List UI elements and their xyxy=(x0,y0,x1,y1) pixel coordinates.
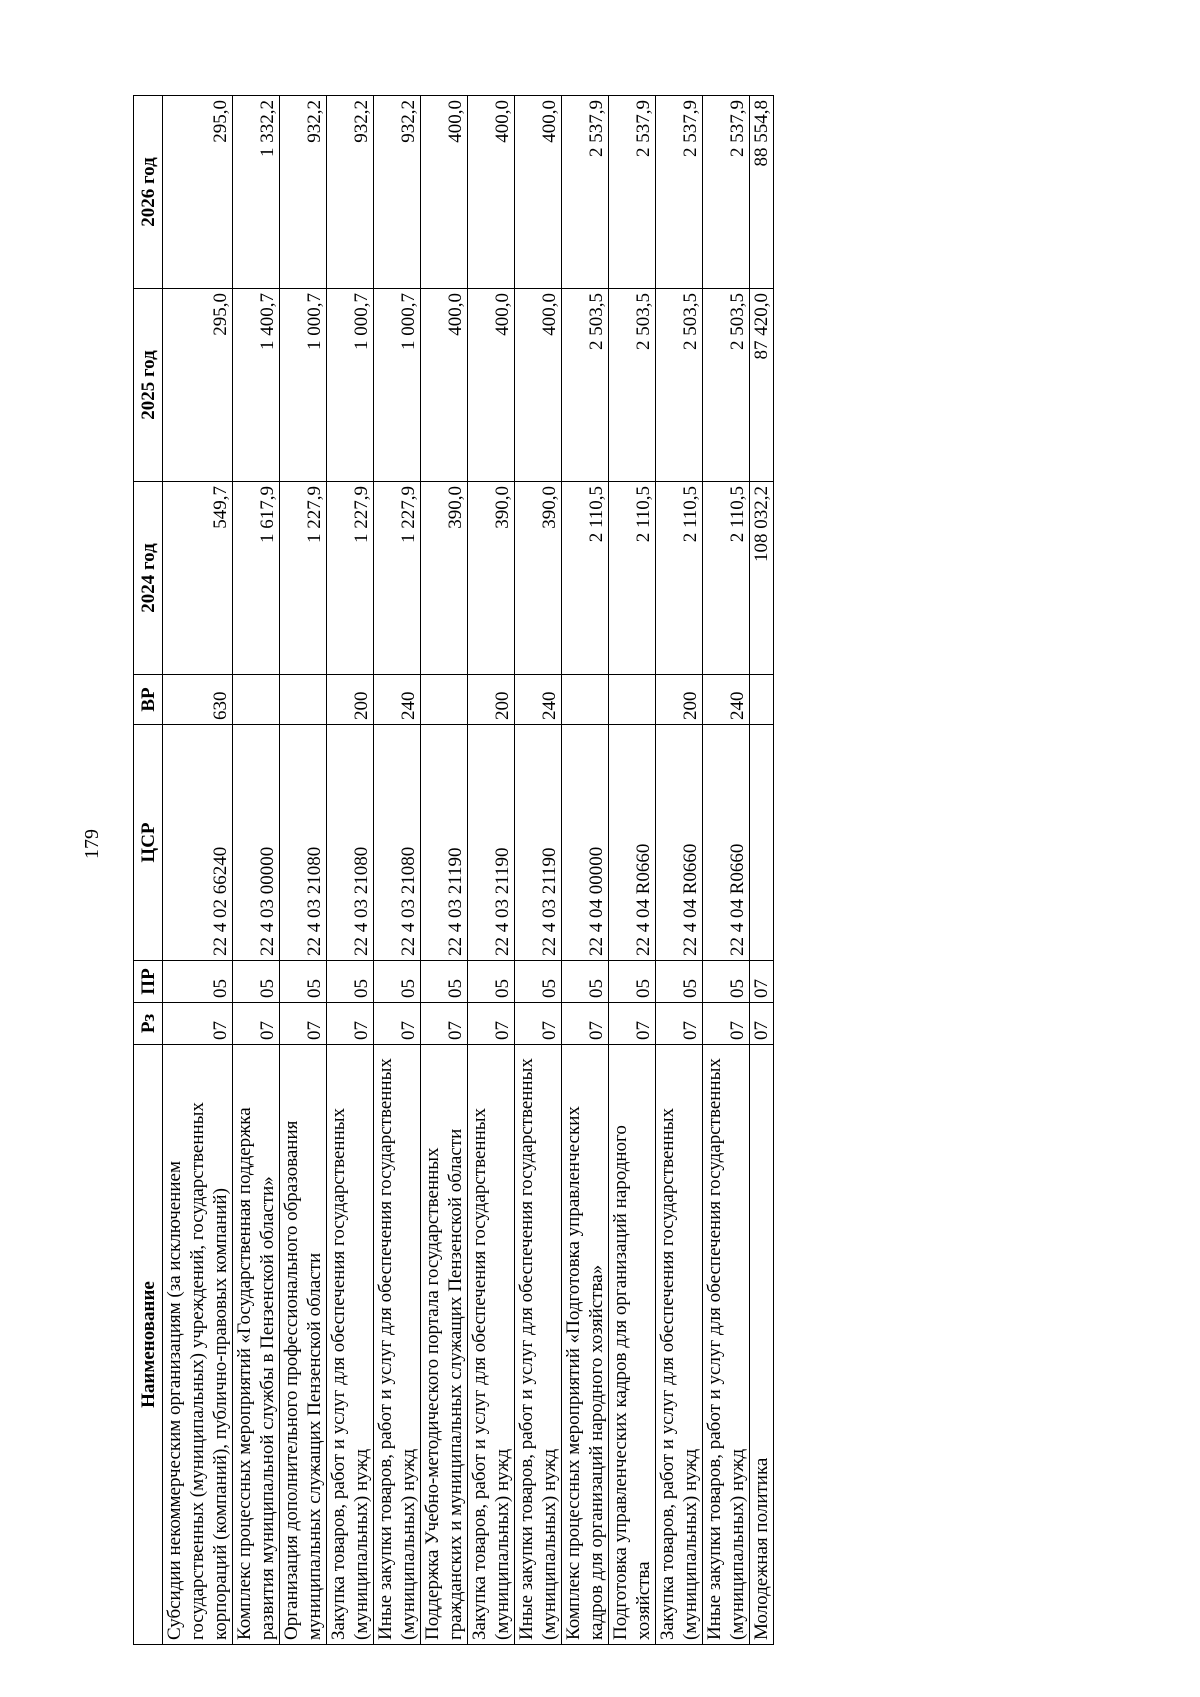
cell-vr: 200 xyxy=(656,675,703,725)
cell-csr: 22 4 04 00000 xyxy=(562,725,609,961)
cell-2024: 1 227,9 xyxy=(327,482,374,675)
cell-vr xyxy=(421,675,468,725)
cell-2025: 1 000,7 xyxy=(374,289,421,482)
cell-csr: 22 4 03 21080 xyxy=(327,725,374,961)
header-2026: 2026 год xyxy=(134,96,163,289)
table-row xyxy=(750,96,774,1645)
cell-vr: 240 xyxy=(374,675,421,725)
cell-2024: 2 110,5 xyxy=(656,482,703,675)
cell-rz: 07 xyxy=(750,1003,774,1045)
cell-pr: 05 xyxy=(421,961,468,1003)
cell-vr xyxy=(280,675,327,725)
cell-2026: 295,0 xyxy=(163,96,233,289)
cell-rz: 07 xyxy=(656,1003,703,1045)
cell-2025: 87 420,0 xyxy=(750,289,774,482)
cell-2024: 108 032,2 xyxy=(750,482,774,675)
cell-2025: 1 000,7 xyxy=(280,289,327,482)
cell-pr: 05 xyxy=(515,961,562,1003)
table-body xyxy=(163,96,774,1645)
cell-rz: 07 xyxy=(703,1003,750,1045)
cell-csr: 22 4 03 21190 xyxy=(468,725,515,961)
cell-2026: 2 537,9 xyxy=(562,96,609,289)
cell-2024: 1 227,9 xyxy=(280,482,327,675)
cell-2025: 2 503,5 xyxy=(703,289,750,482)
cell-2026: 1 332,2 xyxy=(233,96,280,289)
table-row xyxy=(421,96,468,1645)
table-row xyxy=(280,96,327,1645)
cell-rz: 07 xyxy=(515,1003,562,1045)
cell-csr: 22 4 03 21080 xyxy=(374,725,421,961)
cell-rz: 07 xyxy=(327,1003,374,1045)
cell-pr: 05 xyxy=(609,961,656,1003)
cell-name: Комплекс процессных мероприятий «Государственная поддержка развития муниципальной службы в Пензенской области» xyxy=(233,1045,280,1645)
table-row xyxy=(703,96,750,1645)
cell-2025: 1 000,7 xyxy=(327,289,374,482)
table-row xyxy=(515,96,562,1645)
cell-pr: 05 xyxy=(374,961,421,1003)
header-rz: Рз xyxy=(134,1003,163,1045)
cell-2026: 2 537,9 xyxy=(609,96,656,289)
cell-2024: 2 110,5 xyxy=(703,482,750,675)
header-name: Наименование xyxy=(134,1045,163,1645)
cell-2024: 390,0 xyxy=(468,482,515,675)
cell-2025: 400,0 xyxy=(468,289,515,482)
cell-csr: 22 4 04 R0660 xyxy=(656,725,703,961)
budget-table-container xyxy=(133,95,1033,1645)
cell-rz: 07 xyxy=(468,1003,515,1045)
cell-2024: 390,0 xyxy=(421,482,468,675)
cell-2026: 2 537,9 xyxy=(656,96,703,289)
cell-rz: 07 xyxy=(233,1003,280,1045)
cell-name: Закупка товаров, работ и услуг для обеспечения государственных (муниципальных) нужд xyxy=(656,1045,703,1645)
cell-pr: 05 xyxy=(562,961,609,1003)
cell-pr: 05 xyxy=(280,961,327,1003)
cell-vr xyxy=(562,675,609,725)
table-row xyxy=(609,96,656,1645)
cell-name: Комплекс процессных мероприятий «Подготовка управленческих кадров для организаций народного хозяйства» xyxy=(562,1045,609,1645)
cell-rz: 07 xyxy=(562,1003,609,1045)
cell-name: Субсидии некоммерческим организациям (за исключением государственных (муниципальных) учреждений, государственных корпораций (компаний), публично-правовых компаний) xyxy=(163,1045,233,1645)
cell-pr: 05 xyxy=(163,961,233,1003)
cell-name: Организация дополнительного профессионального образования муниципальных служащих Пензенской области xyxy=(280,1045,327,1645)
cell-2025: 2 503,5 xyxy=(609,289,656,482)
cell-name: Закупка товаров, работ и услуг для обеспечения государственных (муниципальных) нужд xyxy=(468,1045,515,1645)
cell-name: Иные закупки товаров, работ и услуг для обеспечения государственных (муниципальных) нужд xyxy=(374,1045,421,1645)
cell-rz: 07 xyxy=(421,1003,468,1045)
table-row xyxy=(562,96,609,1645)
cell-pr: 05 xyxy=(703,961,750,1003)
cell-csr: 22 4 03 00000 xyxy=(233,725,280,961)
table-row xyxy=(327,96,374,1645)
header-pr: ПР xyxy=(134,961,163,1003)
cell-csr xyxy=(750,725,774,961)
cell-name: Подготовка управленческих кадров для организаций народного хозяйства xyxy=(609,1045,656,1645)
cell-2025: 2 503,5 xyxy=(562,289,609,482)
cell-csr: 22 4 03 21190 xyxy=(421,725,468,961)
cell-2026: 2 537,9 xyxy=(703,96,750,289)
header-vr: ВР xyxy=(134,675,163,725)
cell-2025: 295,0 xyxy=(163,289,233,482)
cell-2024: 1 617,9 xyxy=(233,482,280,675)
budget-table xyxy=(133,95,774,1645)
cell-pr: 05 xyxy=(327,961,374,1003)
cell-pr: 05 xyxy=(468,961,515,1003)
cell-vr: 240 xyxy=(703,675,750,725)
cell-2026: 932,2 xyxy=(327,96,374,289)
cell-pr: 05 xyxy=(656,961,703,1003)
table-row xyxy=(656,96,703,1645)
table-row xyxy=(468,96,515,1645)
cell-2025: 1 400,7 xyxy=(233,289,280,482)
cell-2025: 400,0 xyxy=(421,289,468,482)
cell-rz: 07 xyxy=(374,1003,421,1045)
cell-pr: 05 xyxy=(233,961,280,1003)
cell-name: Иные закупки товаров, работ и услуг для обеспечения государственных (муниципальных) нужд xyxy=(515,1045,562,1645)
header-2024: 2024 год xyxy=(134,482,163,675)
table-header-row xyxy=(134,96,163,1645)
header-csr: ЦСР xyxy=(134,725,163,961)
cell-2026: 400,0 xyxy=(421,96,468,289)
cell-vr xyxy=(233,675,280,725)
cell-csr: 22 4 04 R0660 xyxy=(609,725,656,961)
table-row xyxy=(163,96,233,1645)
page-number: 179 xyxy=(81,829,103,859)
cell-rz: 07 xyxy=(280,1003,327,1045)
cell-2024: 390,0 xyxy=(515,482,562,675)
cell-2024: 1 227,9 xyxy=(374,482,421,675)
header-2025: 2025 год xyxy=(134,289,163,482)
cell-vr: 200 xyxy=(327,675,374,725)
cell-vr: 630 xyxy=(163,675,233,725)
cell-2026: 400,0 xyxy=(515,96,562,289)
table-row xyxy=(374,96,421,1645)
cell-2026: 400,0 xyxy=(468,96,515,289)
cell-csr: 22 4 02 66240 xyxy=(163,725,233,961)
cell-rz: 07 xyxy=(609,1003,656,1045)
cell-2024: 2 110,5 xyxy=(609,482,656,675)
cell-vr xyxy=(750,675,774,725)
cell-vr: 200 xyxy=(468,675,515,725)
table-row xyxy=(233,96,280,1645)
cell-name: Поддержка Учебно-методического портала государственных гражданских и муниципальных служащих Пензенской области xyxy=(421,1045,468,1645)
cell-pr: 07 xyxy=(750,961,774,1003)
cell-2024: 549,7 xyxy=(163,482,233,675)
cell-2025: 2 503,5 xyxy=(656,289,703,482)
cell-2026: 88 554,8 xyxy=(750,96,774,289)
cell-csr: 22 4 04 R0660 xyxy=(703,725,750,961)
cell-name: Иные закупки товаров, работ и услуг для обеспечения государственных (муниципальных) нужд xyxy=(703,1045,750,1645)
cell-csr: 22 4 03 21190 xyxy=(515,725,562,961)
cell-rz: 07 xyxy=(163,1003,233,1045)
cell-2026: 932,2 xyxy=(374,96,421,289)
cell-vr: 240 xyxy=(515,675,562,725)
cell-name: Закупка товаров, работ и услуг для обеспечения государственных (муниципальных) нужд xyxy=(327,1045,374,1645)
cell-vr xyxy=(609,675,656,725)
cell-csr: 22 4 03 21080 xyxy=(280,725,327,961)
cell-2025: 400,0 xyxy=(515,289,562,482)
cell-2024: 2 110,5 xyxy=(562,482,609,675)
cell-name: Молодежная политика xyxy=(750,1045,774,1645)
cell-2026: 932,2 xyxy=(280,96,327,289)
